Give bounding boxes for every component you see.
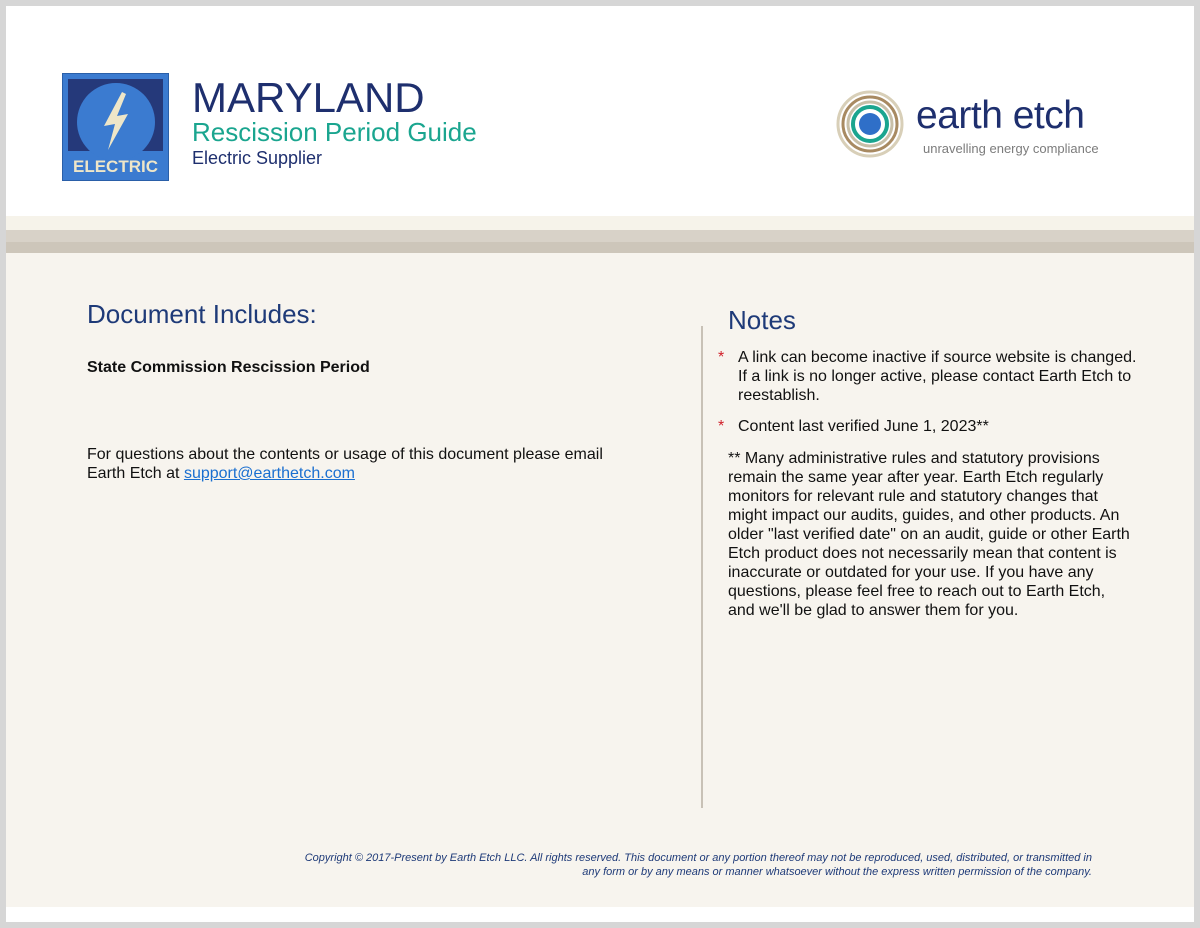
notes-heading: Notes [728,305,796,335]
supplier-type: Electric Supplier [192,148,323,168]
brand-name: earth etch [916,94,1085,137]
document-page [6,6,1194,922]
electric-badge [62,73,169,181]
page-subtitle: Rescission Period Guide [192,117,477,147]
verification-footnote: ** Many administrative rules and statutory provisions remain the same year after year. Earth Etch regularly monitors for relevant rule and statutory changes that might impact our audits, guides, and other products. An older "last verified date" on an audit, guide or other Earth Etch product does not necessarily mean that content is inaccurate or outdated for your use. If you have any questions, please feel free to reach out to Earth Etch, and we'll be glad to answer them for you. [728,450,1130,619]
header [6,6,1194,216]
badge-label: ELECTRIC [73,157,158,176]
note-item [718,348,1138,405]
document-includes-heading: Document Includes: [87,299,317,329]
copyright-notice: Copyright © 2017-Present by Earth Etch LLC. All rights reserved. This document or any portion thereof may not be reproduced, used, distributed, or transmitted in any form or by any means or manner whatsoever without the express written permission of the company. [304,852,1092,878]
bullet-asterisk: * [718,349,725,366]
note-text: A link can become inactive if source website is changed. If a link is no longer active, please contact Earth Etch to reestablish. [738,349,1137,404]
spiral-logo-icon [836,90,904,158]
column-divider [701,326,703,808]
lightning-bolt-icon [96,92,136,150]
contact-prefix: For questions about the contents or usage of this document please email Earth Etch at [87,446,603,482]
contact-text [87,445,607,483]
included-item: State Commission Rescission Period [87,359,370,376]
note-text: Content last verified June 1, 2023** [738,418,989,435]
bullet-asterisk: * [718,418,725,435]
header-divider-bar [6,230,1194,242]
brand-logo [836,90,1126,170]
brand-tagline: unravelling energy compliance [923,141,1099,156]
note-item [718,417,1138,436]
support-email-link[interactable]: support@earthetch.com [183,465,355,482]
page-title: MARYLAND [192,74,425,121]
content-area [6,253,1194,907]
